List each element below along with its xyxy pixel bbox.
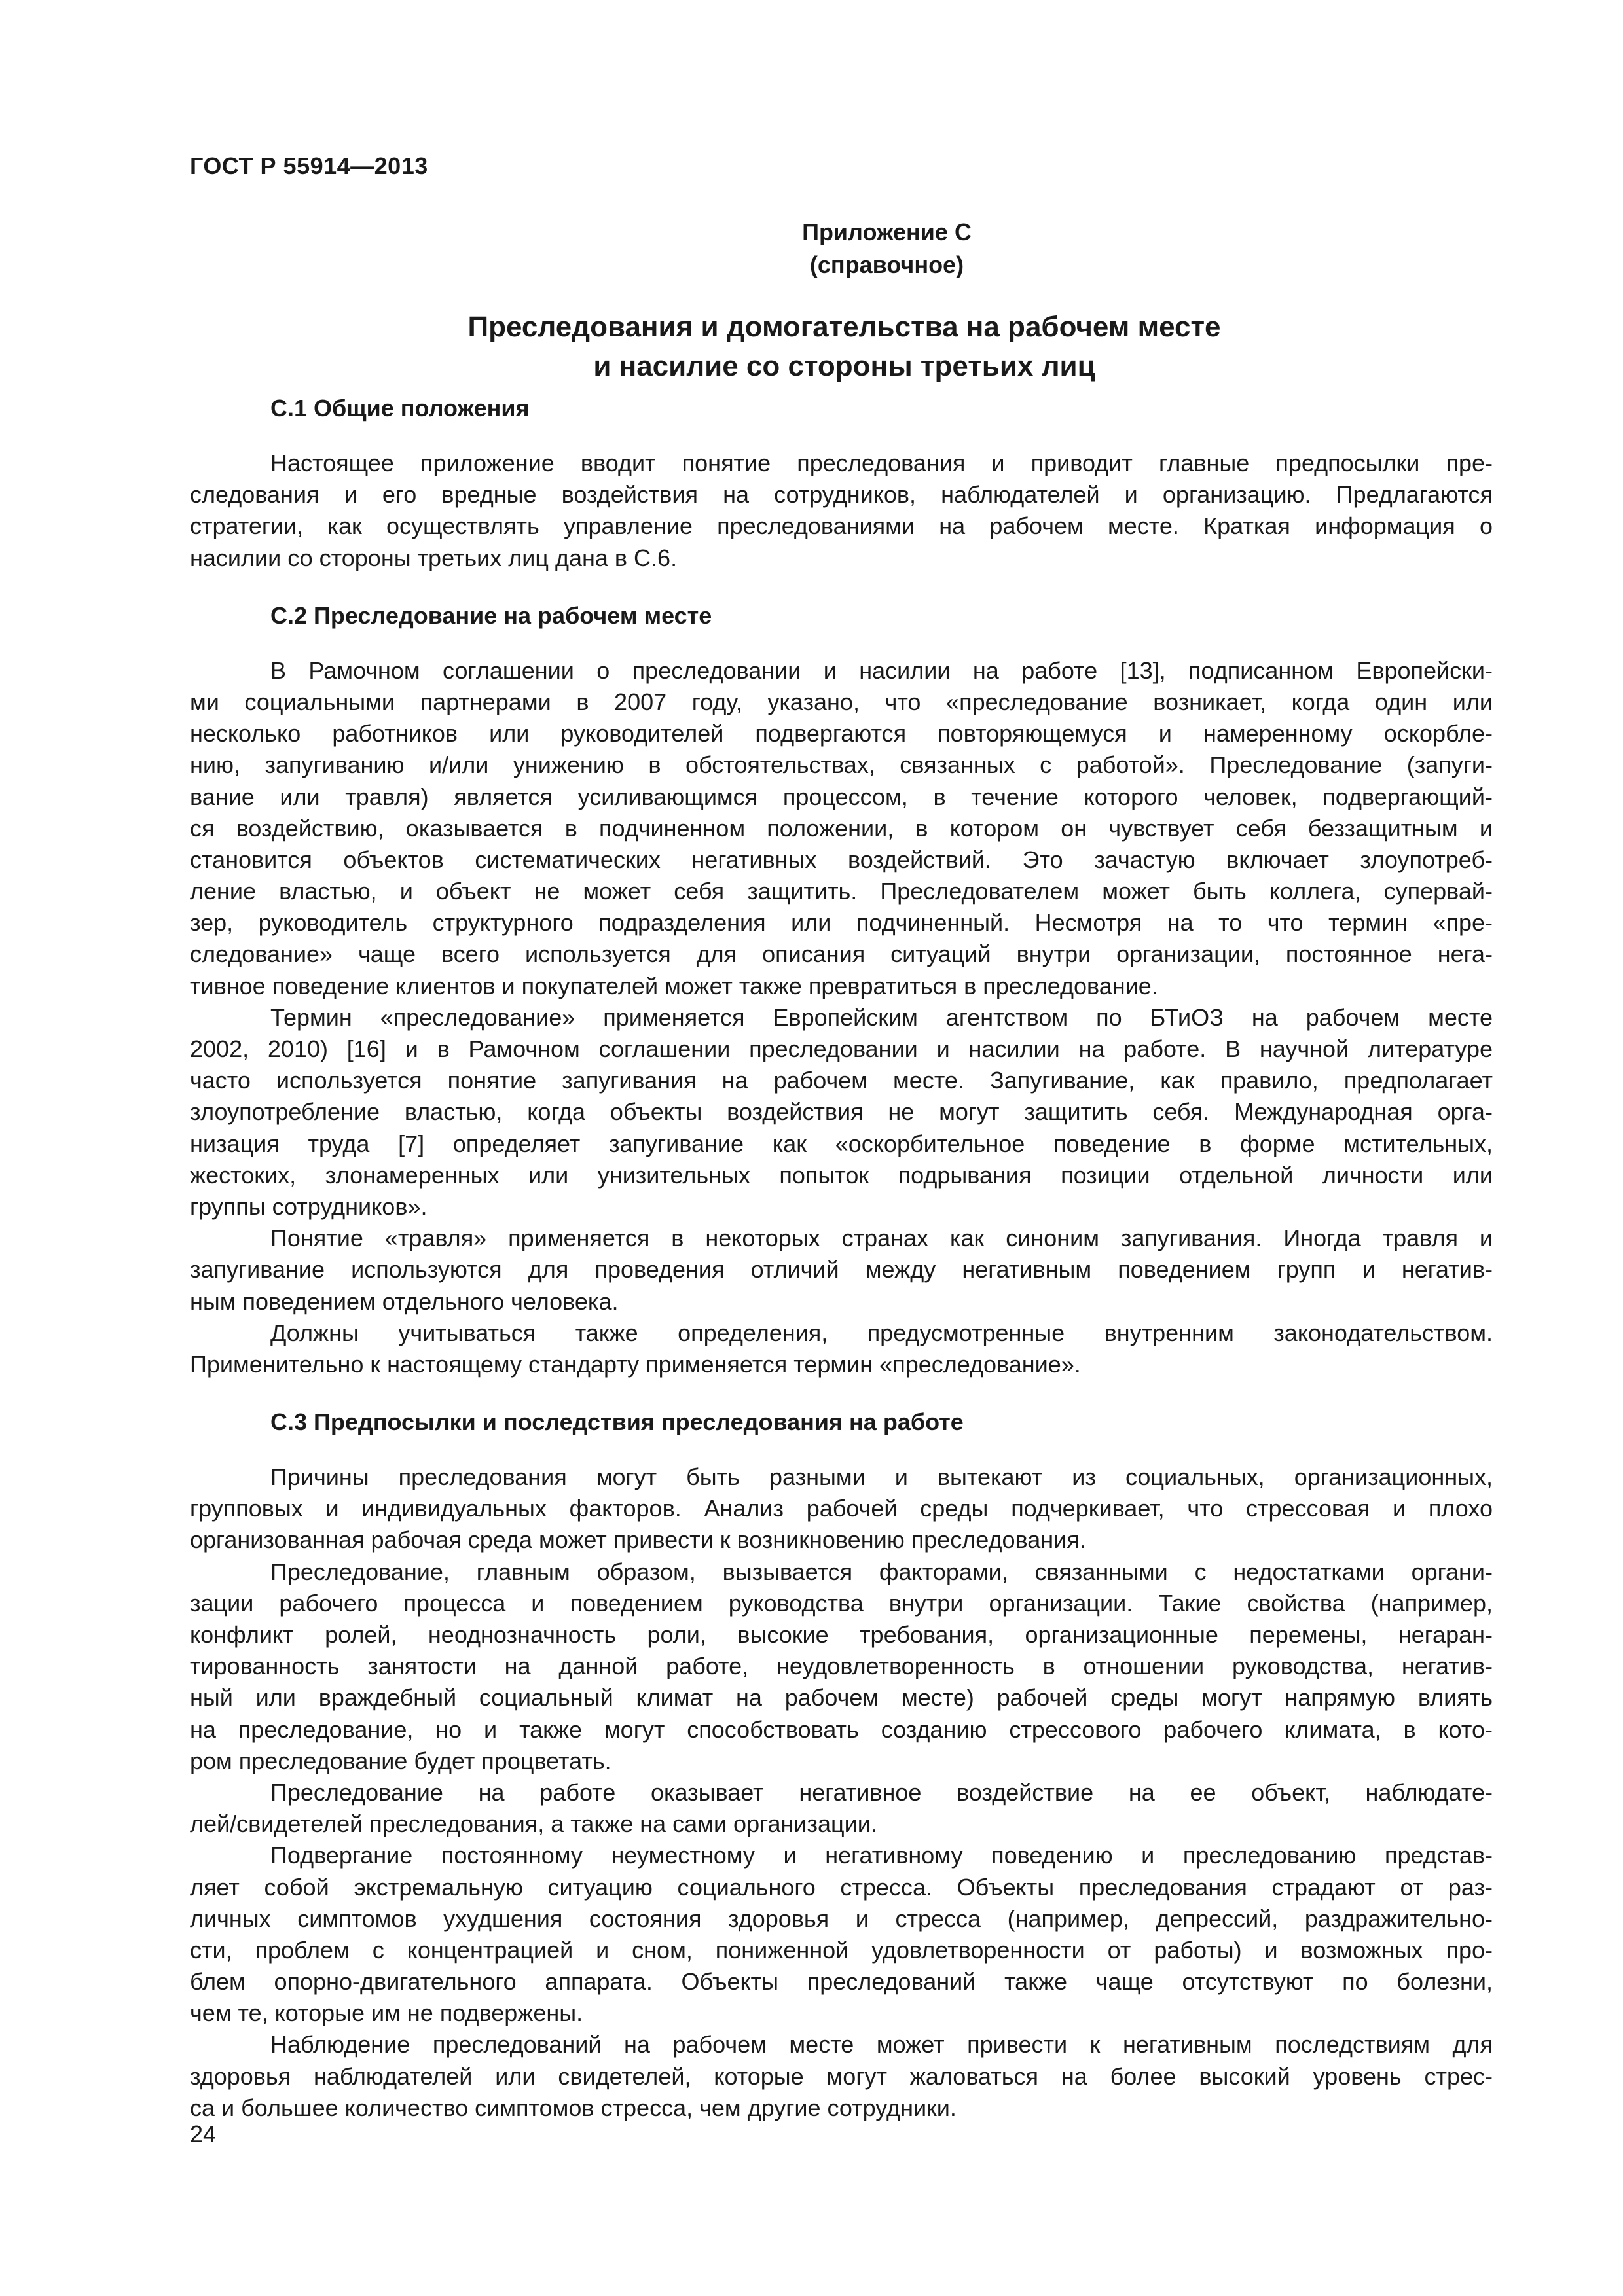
appendix-title-line-1: Преследования и домогательства на рабочем месте [467,311,1221,343]
paragraph-line: Термин «преследование» применяется Европейским агентством по БТиОЗ на рабочем месте [270,1003,1493,1031]
paragraph-line: Подвергание постоянному неуместному и негативному поведению и преследованию представ- [270,1842,1493,1869]
paragraph [190,655,1493,1002]
section-heading: С.2 Преследование на рабочем месте [270,601,712,629]
paragraph [190,2029,1493,2124]
paragraph-line: Преследование на работе оказывает негативное воздействие на ее объект, наблюдате- [270,1778,1493,1806]
paragraph [190,1556,1493,1777]
paragraph-line: часто используется понятие запугивания на рабочем месте. Запугивание, как правило, предполагает [190,1067,1493,1094]
appendix-label [0,216,1623,281]
paragraph-line: нию, запугиванию и/или унижению в обстоятельствах, связанных с работой». Преследование (запуги- [190,751,1493,779]
document-body [190,393,1493,2124]
paragraph-line: стратегии, как осуществлять управление преследованиями на рабочем месте. Краткая информация о [190,512,1493,540]
paragraph-line: конфликт ролей, неоднозначность роли, высокие требования, организационные перемены, негаран- [190,1621,1493,1648]
paragraph-line: тивное поведение клиентов и покупателей может также превратиться в преследование. [190,972,1158,999]
section-heading: С.3 Предпосылки и последствия преследования на работе [270,1408,964,1436]
paragraph-line: зации рабочего процесса и поведением руководства внутри организации. Такие свойства (например, [190,1589,1493,1617]
paragraph-line: становится объектов систематических негативных воздействий. Это зачастую включает злоупотреб- [190,846,1493,873]
paragraph-line: низация труда [7] определяет запугивание как «оскорбительное поведение в форме мстительных, [190,1130,1493,1157]
paragraph-line: организованная рабочая среда может привести к возникновению преследования. [190,1526,1086,1554]
paragraph-line: 2002, 2010) [16] и в Рамочном соглашении преследовании и насилии на работе. В научной литературе [190,1035,1493,1062]
paragraph-line: зер, руководитель структурного подразделения или подчиненный. Несмотря на то что термин «пре- [190,909,1493,937]
paragraph-line: чем те, которые им не подвержены. [190,2000,583,2027]
paragraph [190,1840,1493,2029]
paragraph-line: ляет собой экстремальную ситуацию социального стресса. Объекты преследования страдают от раз- [190,1873,1493,1901]
paragraph-line: Настоящее приложение вводит понятие преследования и приводит главные предпосылки пре- [270,450,1493,476]
paragraph [190,1777,1493,1840]
paragraph [190,1318,1493,1380]
paragraph [190,1223,1493,1318]
paragraph-line: несколько работников или руководителей подвергаются повторяющемуся и намеренному оскорбле- [190,720,1493,747]
appendix-type: (справочное) [809,251,964,278]
paragraph [190,448,1493,574]
paragraph-line: ление властью, и объект не может себя защитить. Преследователем может быть коллега, супервай- [190,878,1493,905]
paragraph-line: ся воздействию, оказывается в подчиненном положении, в котором он чувствует себя беззащитным и [190,814,1493,842]
section-heading: С.1 Общие положения [270,395,530,422]
paragraph-line: лей/свидетелей преследования, а также на сами организации. [190,1810,877,1838]
paragraph-line: ми социальными партнерами в 2007 году, указано, что «преследование возникает, когда один или [190,688,1493,715]
section-spacer [190,574,1493,600]
document-standard-header: ГОСТ Р 55914—2013 [190,152,428,179]
paragraph-line: групповых и индивидуальных факторов. Анализ рабочей среды подчеркивает, что стрессовая и плохо [190,1495,1493,1522]
paragraph-line: сти, проблем с концентрацией и сном, пониженной удовлетворенности от работы) и возможных про- [190,1936,1493,1964]
paragraph-line: тированность занятости на данной работе, неудовлетворенность в отношении руководства, негатив- [190,1653,1493,1680]
paragraph-line: Преследование, главным образом, вызывается факторами, связанными с недостатками органи- [270,1558,1493,1585]
paragraph-line: В Рамочном соглашении о преследовании и насилии на работе [13], подписанном Европейски- [270,656,1493,684]
paragraph-line: насилии со стороны третьих лиц дана в С.6. [190,544,678,571]
paragraph-line: са и большее количество симптомов стресса, чем другие сотрудники. [190,2094,957,2121]
paragraph-line: следования и его вредные воздействия на сотрудников, наблюдателей и организацию. Предлагаются [190,481,1493,509]
page-number: 24 [190,2121,217,2147]
paragraph-line: Понятие «травля» применяется в некоторых странах как синоним запугивания. Иногда травля и [270,1225,1493,1252]
paragraph-line: Наблюдение преследований на рабочем месте может привести к негативным последствиям для [270,2031,1493,2058]
paragraph [190,1002,1493,1223]
appendix-title [0,308,1623,386]
paragraph-line: следование» чаще всего используется для описания ситуаций внутри организации, постоянное нега- [190,941,1493,968]
paragraph-line: Причины преследования могут быть разными и вытекают из социальных, организационных, [270,1463,1493,1491]
appendix-number: Приложение С [802,219,972,245]
paragraph-line: ром преследование будет процветать. [190,1747,611,1774]
paragraph-line: Применительно к настоящему стандарту применяется термин «преследование». [190,1350,1081,1378]
paragraph-line: Должны учитываться также определения, предусмотренные внутренним законодательством. [270,1319,1493,1346]
paragraph-line: жестоких, злонамеренных или унизительных попыток подрывания позиции отдельной личности или [190,1161,1493,1189]
section-spacer [190,1380,1493,1407]
paragraph-line: ный или враждебный социальный климат на рабочем месте) рабочей среды могут напрямую влиять [190,1684,1493,1712]
paragraph-line: запугивание используются для проведения отличий между негативным поведением групп и негатив- [190,1256,1493,1283]
paragraph-line: на преследование, но и также могут способствовать созданию стрессового рабочего климата, в кото- [190,1715,1493,1743]
paragraph [190,1462,1493,1556]
paragraph-line: вание или травля) является усиливающимся процессом, в течение которого человек, подвергающий- [190,783,1493,810]
appendix-title-line-2: и насилие со стороны третьих лиц [593,350,1095,382]
paragraph-line: группы сотрудников». [190,1193,428,1220]
paragraph-line: здоровья наблюдателей или свидетелей, которые могут жаловаться на более высокий уровень стрес- [190,2062,1493,2090]
paragraph-line: блем опорно-двигательного аппарата. Объекты преследований также чаще отсутствуют по болезни, [190,1968,1493,1996]
paragraph-line: злоупотребление властью, когда объекты воздействия не могут защитить себя. Международная орга- [190,1098,1493,1126]
paragraph-line: личных симптомов ухудшения состояния здоровья и стресса (например, депрессий, раздражительно- [190,1905,1493,1932]
paragraph-line: ным поведением отдельного человека. [190,1287,619,1315]
